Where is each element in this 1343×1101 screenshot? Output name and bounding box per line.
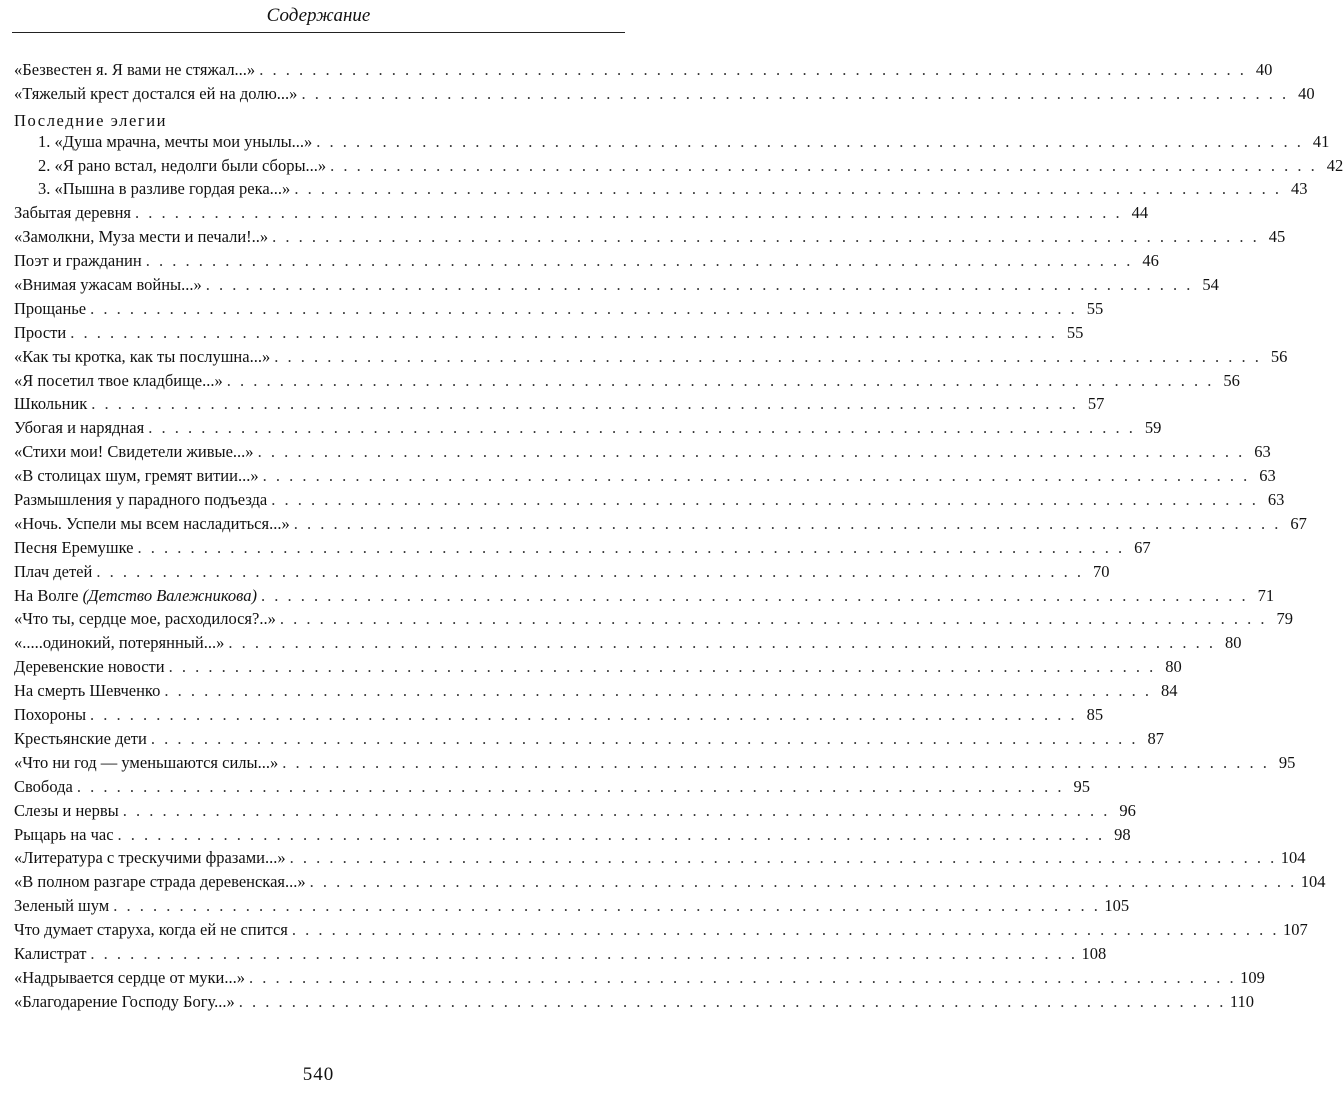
- toc-entry-page: 56: [1223, 370, 1240, 390]
- dot-leader: . . . . . . . . . . . . . . . . . . . . . . . . . . . . . . . . . . . . . . . . . . . . . . . . . . . . . . . . . . . . . . . . . . . . . . . . . . .: [91, 394, 1079, 414]
- toc-entry-title-text: «Стихи мои! Свидетели живые...»: [14, 442, 254, 462]
- toc-entry: [14, 488, 1285, 512]
- toc-entry: [14, 679, 1178, 703]
- toc-entry: [14, 990, 1255, 1014]
- toc-entry-title: [14, 440, 254, 464]
- toc-entry-title: [14, 607, 276, 631]
- toc-entry-title: [14, 703, 86, 727]
- toc-entry-page: 70: [1092, 561, 1110, 581]
- dot-leader: . . . . . . . . . . . . . . . . . . . . . . . . . . . . . . . . . . . . . . . . . . . . . . . . . . . . . . . . . . . . . . . . . . . . . . . . . . .: [293, 513, 1281, 533]
- toc-entry-title-text: «Тяжелый крест достался ей на долю...»: [14, 83, 298, 103]
- dot-leader: . . . . . . . . . . . . . . . . . . . . . . . . . . . . . . . . . . . . . . . . . . . . . . . . . . . . . . . . . . . . . . . . . . . . . . . . . . .: [137, 537, 1125, 557]
- toc-entry-title: [14, 751, 278, 775]
- toc-entry: [14, 321, 1084, 345]
- toc-entry-title: [14, 584, 257, 608]
- toc-entry-title: [14, 775, 73, 799]
- dot-leader: . . . . . . . . . . . . . . . . . . . . . . . . . . . . . . . . . . . . . . . . . . . . . . . . . . . . . . . . . . . . . . . . . . . . . . . . . . .: [238, 991, 1226, 1011]
- toc-entry-title: [38, 177, 290, 201]
- dot-leader: . . . . . . . . . . . . . . . . . . . . . . . . . . . . . . . . . . . . . . . . . . . . . . . . . . . . . . . . . . . . . . . . . . . . . . . . . . .: [271, 490, 1259, 510]
- toc-entry-title: [14, 846, 286, 870]
- toc-entry-page: 80: [1165, 657, 1182, 677]
- toc-entry-page: 85: [1086, 705, 1104, 725]
- toc-entry: [14, 369, 1240, 393]
- dot-leader: . . . . . . . . . . . . . . . . . . . . . . . . . . . . . . . . . . . . . . . . . . . . . . . . . . . . . . . . . . . . . . . . . . . . . . . . . . .: [257, 442, 1245, 462]
- toc-entry-page: 110: [1229, 991, 1255, 1011]
- toc-entry-page: 104: [1280, 848, 1306, 868]
- dot-leader: . . . . . . . . . . . . . . . . . . . . . . . . . . . . . . . . . . . . . . . . . . . . . . . . . . . . . . . . . . . . . . . . . . . . . . . . . . .: [168, 657, 1156, 677]
- toc-entry-page: 63: [1254, 442, 1271, 462]
- toc-entry-title: [14, 823, 114, 847]
- toc-entry-title-text: Калистрат: [14, 943, 87, 963]
- toc-entry-page: 96: [1119, 800, 1136, 820]
- toc-entry-title-text: «В столицах шум, гремят витии...»: [14, 466, 259, 486]
- toc-entry-title-text: «Я посетил твое кладбище...»: [14, 370, 223, 390]
- toc-entry-title-text: «Что ни год — уменьшаются силы...»: [14, 752, 279, 772]
- dot-leader: . . . . . . . . . . . . . . . . . . . . . . . . . . . . . . . . . . . . . . . . . . . . . . . . . . . . . . . . . . . . . . . . . . . . . . . . . . .: [291, 920, 1279, 940]
- toc-entry: [14, 201, 1149, 225]
- toc-entry-page: 67: [1134, 537, 1151, 557]
- dot-leader: . . . . . . . . . . . . . . . . . . . . . . . . . . . . . . . . . . . . . . . . . . . . . . . . . . . . . . . . . . . . . . . . . . . . . . . . . . .: [272, 227, 1260, 247]
- toc-entry: [14, 799, 1136, 823]
- toc-entry-title: [14, 655, 165, 679]
- dot-leader: . . . . . . . . . . . . . . . . . . . . . . . . . . . . . . . . . . . . . . . . . . . . . . . . . . . . . . . . . . . . . . . . . . . . . . . . . . .: [248, 967, 1237, 987]
- toc-entry-title-text: Плач детей: [14, 561, 93, 581]
- toc-entry-page: 57: [1087, 394, 1105, 414]
- toc-entry-title-text: Зеленый шум: [14, 896, 110, 916]
- toc-entry-title-text: «Безвестен я. Я вами не стяжал...»: [14, 60, 256, 79]
- toc-entry-page: 104: [1300, 872, 1326, 892]
- toc-entry-page: 84: [1160, 681, 1178, 701]
- dot-leader: . . . . . . . . . . . . . . . . . . . . . . . . . . . . . . . . . . . . . . . . . . . . . . . . . . . . . . . . . . . . . . . . . . . . . . . . . . .: [90, 943, 1078, 963]
- dot-leader: . . . . . . . . . . . . . . . . . . . . . . . . . . . . . . . . . . . . . . . . . . . . . . . . . . . . . . . . . . . . . . . . . . . . . . . . . . .: [76, 776, 1064, 796]
- toc-entry-page: 45: [1268, 227, 1286, 247]
- toc-entry-page: 42: [1326, 155, 1343, 175]
- dot-leader: . . . . . . . . . . . . . . . . . . . . . . . . . . . . . . . . . . . . . . . . . . . . . . . . . . . . . . . . . . . . . . . . . . . . . . . . . . .: [262, 466, 1250, 486]
- toc-entry-page: 63: [1259, 466, 1276, 486]
- toc-entry-title-text: Свобода: [14, 776, 73, 796]
- dot-leader: . . . . . . . . . . . . . . . . . . . . . . . . . . . . . . . . . . . . . . . . . . . . . . . . . . . . . . . . . . . . . . . . . . . . . . . . . . .: [70, 322, 1058, 342]
- toc-entry-title-text: «Ночь. Успели мы всем насладиться...»: [14, 513, 290, 533]
- toc-entry-title: [14, 58, 255, 82]
- dot-leader: . . . . . . . . . . . . . . . . . . . . . . . . . . . . . . . . . . . . . . . . . . . . . . . . . . . . . . . . . . . . . . . . . . . . . . . . . . .: [135, 203, 1123, 223]
- toc-entry: [14, 584, 1275, 608]
- toc-entry-page: 67: [1290, 513, 1307, 533]
- toc-entry: [14, 82, 1315, 106]
- toc-entry: [14, 154, 1343, 178]
- toc-entry: [14, 727, 1164, 751]
- toc-entry-title-text: 2. «Я рано встал, недолги были сборы...»: [38, 155, 327, 175]
- toc-entry-title-text: 1. «Душа мрачна, мечты мои унылы...»: [38, 131, 313, 151]
- toc-entry-title-text: Что думает старуха, когда ей не спится: [14, 920, 288, 940]
- toc-entry-title: [14, 536, 134, 560]
- toc-entry-title-text: 3. «Пышна в разливе гордая река...»: [38, 179, 291, 199]
- toc-entry-subtitle: (Детство Валежникова): [82, 585, 257, 605]
- dot-leader: . . . . . . . . . . . . . . . . . . . . . . . . . . . . . . . . . . . . . . . . . . . . . . . . . . . . . . . . . . . . . . . . . . . . . . . . . . .: [113, 896, 1101, 916]
- toc-entry-title: [38, 154, 326, 178]
- toc-entry-title: [14, 727, 147, 751]
- toc-entry-page: 109: [1240, 967, 1265, 987]
- toc-entry-title: [14, 488, 267, 512]
- dot-leader: . . . . . . . . . . . . . . . . . . . . . . . . . . . . . . . . . . . . . . . . . . . . . . . . . . . . . . . . . . . . . . . . . . . . . . . . . . .: [274, 346, 1262, 366]
- toc-entry: [14, 130, 1330, 154]
- toc-entry: [14, 751, 1296, 775]
- toc-entry-page: 105: [1104, 896, 1130, 916]
- dot-leader: . . . . . . . . . . . . . . . . . . . . . . . . . . . . . . . . . . . . . . . . . . . . . . . . . . . . . . . . . . . . . . . . . . . . . . . . . . .: [150, 728, 1138, 748]
- toc-entry-title-text: «В полном разгаре страда деревенская...»: [14, 872, 306, 892]
- dot-leader: . . . . . . . . . . . . . . . . . . . . . . . . . . . . . . . . . . . . . . . . . . . . . . . . . . . . . . . . . . . . . . . . . . . . . . . . . . .: [148, 418, 1136, 438]
- toc-entry-title-text: Крестьянские дети: [14, 728, 147, 748]
- toc-entry: [14, 345, 1288, 369]
- table-of-contents: [14, 58, 1343, 1014]
- toc-entry-page: 87: [1147, 728, 1164, 748]
- toc-entry: [14, 225, 1286, 249]
- toc-entry-title: [14, 966, 245, 990]
- toc-entry-title: [14, 345, 270, 369]
- toc-entry: [14, 536, 1151, 560]
- toc-entry-title: [14, 369, 223, 393]
- toc-entry-page: 95: [1073, 776, 1090, 796]
- toc-entry-title: [14, 799, 119, 823]
- toc-entry-page: 108: [1081, 943, 1107, 963]
- dot-leader: . . . . . . . . . . . . . . . . . . . . . . . . . . . . . . . . . . . . . . . . . . . . . . . . . . . . . . . . . . . . . . . . . . . . . . . . . . .: [279, 609, 1267, 629]
- toc-entry-title-text: Песня Еремушке: [14, 537, 134, 557]
- toc-entry-title-text: На Волге: [14, 585, 79, 605]
- toc-entry-title: [14, 990, 235, 1014]
- toc-entry-page: 71: [1257, 585, 1275, 605]
- toc-entry-page: 43: [1290, 179, 1308, 199]
- toc-entry-title-text: «.....одинокий, потерянный...»: [14, 633, 225, 653]
- toc-entry-page: 55: [1066, 322, 1084, 342]
- dot-leader: . . . . . . . . . . . . . . . . . . . . . . . . . . . . . . . . . . . . . . . . . . . . . . . . . . . . . . . . . . . . . . . . . . . . . . . . . . .: [205, 275, 1193, 295]
- toc-entry-title-text: Похороны: [14, 705, 87, 725]
- toc-section-heading: Последние элегии: [14, 110, 168, 130]
- toc-entry-title: [38, 130, 312, 154]
- toc-entry-title-text: Деревенские новости: [14, 657, 165, 677]
- toc-entry: [14, 512, 1307, 536]
- toc-entry-title: [14, 297, 86, 321]
- toc-entry-title: [14, 225, 268, 249]
- toc-entry: [14, 416, 1162, 440]
- toc-entry: [14, 464, 1276, 488]
- toc-entry-title: [14, 392, 87, 416]
- toc-entry-title: [14, 321, 66, 345]
- toc-entry-page: 98: [1114, 824, 1131, 844]
- dot-leader: . . . . . . . . . . . . . . . . . . . . . . . . . . . . . . . . . . . . . . . . . . . . . . . . . . . . . . . . . . . . . . . . . . . . . . . . . . .: [122, 800, 1110, 820]
- toc-entry-title: [14, 512, 290, 536]
- dot-leader: . . . . . . . . . . . . . . . . . . . . . . . . . . . . . . . . . . . . . . . . . . . . . . . . . . . . . . . . . . . . . . . . . . . . . . . . . . .: [316, 131, 1304, 151]
- page-number: 540: [302, 1064, 335, 1085]
- toc-entry: [14, 823, 1131, 847]
- toc-entry: [14, 392, 1105, 416]
- toc-entry-title: [14, 918, 288, 942]
- toc-entry-title-text: Прости: [14, 322, 67, 342]
- dot-leader: . . . . . . . . . . . . . . . . . . . . . . . . . . . . . . . . . . . . . . . . . . . . . . . . . . . . . . . . . . . . . . . . . . . . . . . . . . .: [259, 60, 1247, 79]
- dot-leader: . . . . . . . . . . . . . . . . . . . . . . . . . . . . . . . . . . . . . . . . . . . . . . . . . . . . . . . . . . . . . . . . . . . . . . . . . . .: [294, 179, 1282, 199]
- toc-entry: [14, 440, 1271, 464]
- toc-entry: [14, 273, 1219, 297]
- toc-entry-title-text: Убогая и нарядная: [14, 418, 145, 438]
- dot-leader: . . . . . . . . . . . . . . . . . . . . . . . . . . . . . . . . . . . . . . . . . . . . . . . . . . . . . . . . . . . . . . . . . . . . . . . . . . .: [289, 848, 1277, 868]
- toc-entry: [14, 655, 1182, 679]
- toc-entry: [14, 297, 1104, 321]
- toc-entry-title-text: Рыцарь на час: [14, 824, 114, 844]
- toc-entry-page: 44: [1131, 203, 1149, 223]
- toc-entry-title-text: «Внимая ужасам войны...»: [14, 275, 202, 295]
- dot-leader: . . . . . . . . . . . . . . . . . . . . . . . . . . . . . . . . . . . . . . . . . . . . . . . . . . . . . . . . . . . . . . . . . . . . . . . . . . .: [90, 705, 1078, 725]
- toc-entry-page: 56: [1270, 346, 1288, 366]
- dot-leader: . . . . . . . . . . . . . . . . . . . . . . . . . . . . . . . . . . . . . . . . . . . . . . . . . . . . . . . . . . . . . . . . . . . . . . . . . . .: [164, 681, 1152, 701]
- toc-entry-page: 79: [1276, 609, 1293, 629]
- dot-leader: . . . . . . . . . . . . . . . . . . . . . . . . . . . . . . . . . . . . . . . . . . . . . . . . . . . . . . . . . . . . . . . . . . . . . . . . . . .: [145, 251, 1133, 271]
- toc-entry: [14, 703, 1104, 727]
- toc-entry-page: 40: [1298, 83, 1315, 103]
- toc-entry: [14, 58, 1273, 82]
- toc-entry-title: [14, 870, 306, 894]
- toc-entry-title: [14, 416, 144, 440]
- toc-entry-title: [14, 464, 259, 488]
- toc-entry: [14, 607, 1293, 631]
- toc-entry-title: [14, 942, 86, 966]
- toc-entry-page: 59: [1144, 418, 1162, 438]
- toc-entry: [14, 631, 1242, 655]
- dot-leader: . . . . . . . . . . . . . . . . . . . . . . . . . . . . . . . . . . . . . . . . . . . . . . . . . . . . . . . . . . . . . . . . . . . . . . . . . . .: [330, 155, 1318, 175]
- toc-entry-title-text: «Что ты, сердце мое, расходилося?..»: [14, 609, 276, 629]
- toc-entry-title-text: Забытая деревня: [14, 203, 132, 223]
- toc-entry-page: 40: [1255, 60, 1273, 79]
- dot-leader: . . . . . . . . . . . . . . . . . . . . . . . . . . . . . . . . . . . . . . . . . . . . . . . . . . . . . . . . . . . . . . . . . . . . . . . . . . .: [282, 752, 1270, 772]
- toc-entry-title-text: «Надрывается сердце от муки...»: [14, 967, 245, 987]
- toc-entry: [14, 894, 1130, 918]
- toc-entry-title: [14, 82, 297, 106]
- toc-entry: [14, 942, 1107, 966]
- toc-entry-title-text: «Замолкни, Муза мести и печали!..»: [14, 227, 269, 247]
- toc-entry-title: [14, 273, 202, 297]
- toc-entry: [14, 177, 1308, 201]
- toc-entry: [14, 560, 1110, 584]
- toc-entry-title: [14, 894, 109, 918]
- toc-entry: [14, 870, 1326, 894]
- toc-entry-page: 80: [1224, 633, 1242, 653]
- toc-entry-title-text: «Как ты кротка, как ты послушна...»: [14, 346, 271, 366]
- dot-leader: . . . . . . . . . . . . . . . . . . . . . . . . . . . . . . . . . . . . . . . . . . . . . . . . . . . . . . . . . . . . . . . . . . . . . . . . . . .: [226, 370, 1214, 390]
- dot-leader: . . . . . . . . . . . . . . . . . . . . . . . . . . . . . . . . . . . . . . . . . . . . . . . . . . . . . . . . . . . . . . . . . . . . . . . . . . .: [96, 561, 1084, 581]
- toc-entry-title: [14, 249, 142, 273]
- toc-entry-title-text: Прощанье: [14, 298, 87, 318]
- toc-entry: [14, 249, 1159, 273]
- toc-entry: [14, 918, 1308, 942]
- toc-entry-title-text: «Литература с трескучими фразами...»: [14, 848, 286, 868]
- toc-entry-title-text: Школьник: [14, 394, 88, 414]
- toc-entry-page: 55: [1086, 298, 1104, 318]
- dot-leader: . . . . . . . . . . . . . . . . . . . . . . . . . . . . . . . . . . . . . . . . . . . . . . . . . . . . . . . . . . . . . . . . . . . . . . . . . . .: [309, 872, 1297, 892]
- toc-entry-title-text: На смерть Шевченко: [14, 681, 161, 701]
- dot-leader: . . . . . . . . . . . . . . . . . . . . . . . . . . . . . . . . . . . . . . . . . . . . . . . . . . . . . . . . . . . . . . . . . . . . . . . . . . .: [117, 824, 1105, 844]
- toc-entry-title-text: Размышления у парадного подъезда: [14, 490, 268, 510]
- toc-entry-page: 46: [1142, 251, 1159, 271]
- running-head: Содержание: [12, 0, 625, 33]
- toc-entry: [14, 846, 1306, 870]
- toc-entry-title-text: «Благодарение Господу Богу...»: [14, 991, 235, 1011]
- toc-entry-page: 107: [1283, 920, 1308, 940]
- toc-entry-page: 54: [1202, 275, 1219, 295]
- dot-leader: . . . . . . . . . . . . . . . . . . . . . . . . . . . . . . . . . . . . . . . . . . . . . . . . . . . . . . . . . . . . . . . . . . . . . . . . . . .: [90, 298, 1078, 318]
- toc-entry-page: 63: [1267, 490, 1285, 510]
- toc-entry: [14, 966, 1265, 990]
- toc-entry-title-text: Слезы и нервы: [14, 800, 119, 820]
- dot-leader: . . . . . . . . . . . . . . . . . . . . . . . . . . . . . . . . . . . . . . . . . . . . . . . . . . . . . . . . . . . . . . . . . . . . . . . . . . .: [260, 585, 1249, 605]
- dot-leader: . . . . . . . . . . . . . . . . . . . . . . . . . . . . . . . . . . . . . . . . . . . . . . . . . . . . . . . . . . . . . . . . . . . . . . . . . . .: [301, 83, 1289, 103]
- dot-leader: . . . . . . . . . . . . . . . . . . . . . . . . . . . . . . . . . . . . . . . . . . . . . . . . . . . . . . . . . . . . . . . . . . . . . . . . . . .: [228, 633, 1216, 653]
- toc-entry-title: [14, 560, 92, 584]
- toc-entry-title-text: Поэт и гражданин: [14, 251, 142, 271]
- toc-entry-title: [14, 631, 224, 655]
- toc-entry: [14, 775, 1090, 799]
- toc-entry-title: [14, 679, 160, 703]
- toc-entry-page: 41: [1312, 131, 1330, 151]
- toc-entry-title: [14, 201, 131, 225]
- toc-entry-page: 95: [1278, 752, 1296, 772]
